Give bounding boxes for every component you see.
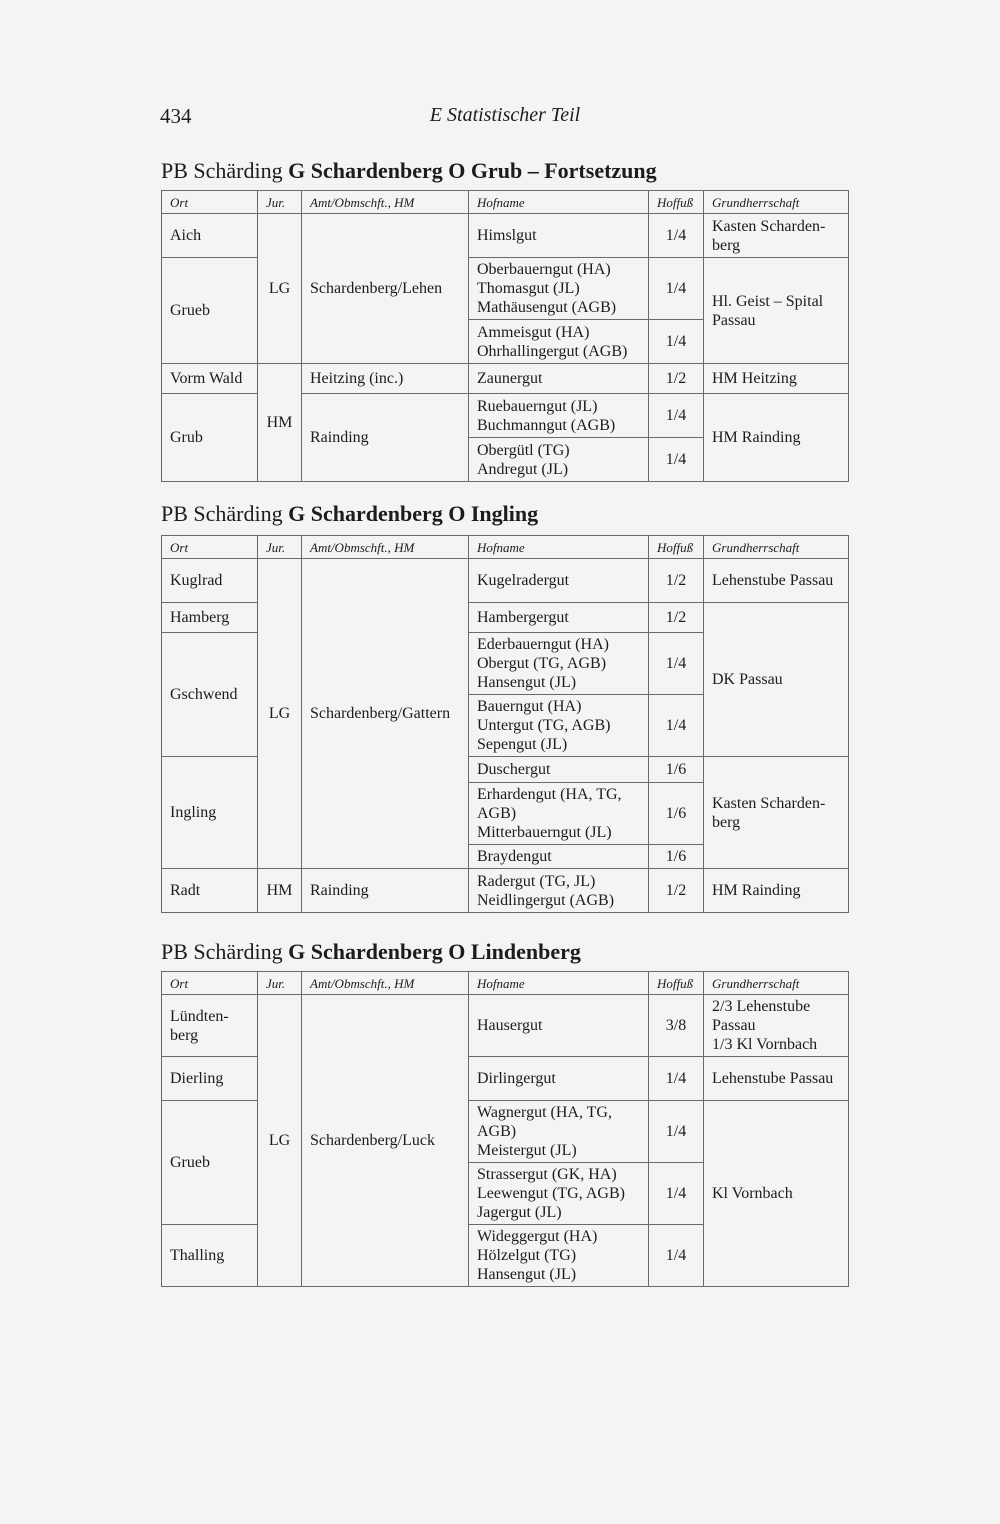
table-row: Dierling Dirlingergut 1/4 Lehenstube Passau: [162, 1057, 849, 1101]
table-lindenberg: [161, 971, 849, 1287]
section-title-lindenberg: PB Schärding G Schardenberg O Lindenberg: [161, 939, 581, 964]
table-row: Gschwend Ederbauerngut (HA) Obergut (TG, AGB) Hansengut (JL) 1/4: [162, 633, 849, 695]
table-row: Vorm Wald HM Heitzing (inc.) Zaunergut 1/2 HM Heitzing: [162, 364, 849, 394]
table-header-row: Ort Jur. Amt/Obmschft., HM Hofname Hoffuß Grundherrschaft: [162, 191, 849, 214]
table-row: Obergütl (TG) Andregut (JL) 1/4: [162, 438, 849, 482]
table-header-row: Ort Jur. Amt/Obmschft., HM Hofname Hoffuß Grundherrschaft: [162, 972, 849, 995]
table-row: Grueb Oberbauerngut (HA) Thomasgut (JL) Mathäusengut (AGB) 1/4 Hl. Geist – Spital Passau: [162, 258, 849, 320]
table-row: Lündten-berg LG Schardenberg/Luck Hausergut 3/8 2/3 Lehenstube Passau 1/3 Kl Vornbach: [162, 995, 849, 1057]
table-row: Grub Rainding Ruebauerngut (JL) Buchmanngut (AGB) 1/4 HM Rainding: [162, 394, 849, 438]
table-row: Erhardengut (HA, TG, AGB) Mitterbauerngut (JL) 1/6: [162, 783, 849, 845]
page-number: 434: [160, 104, 192, 128]
table-header-row: Ort Jur. Amt/Obmschft., HM Hofname Hoffuß Grundherrschaft: [162, 536, 849, 559]
table-row: Braydengut 1/6: [162, 845, 849, 869]
table-row: Thalling Wideggergut (HA) Hölzelgut (TG) Hansengut (JL) 1/4: [162, 1225, 849, 1287]
table-row: Strassergut (GK, HA) Leewengut (TG, AGB) Jagergut (JL) 1/4: [162, 1163, 849, 1225]
section-title-ingling: PB Schärding G Schardenberg O Ingling: [161, 501, 539, 526]
running-title: E Statistischer Teil: [429, 104, 581, 126]
table-row: Grueb Wagnergut (HA, TG, AGB) Meistergut (JL) 1/4 Kl Vornbach: [162, 1101, 849, 1163]
table-row: Hamberg Hambergergut 1/2 DK Passau: [162, 603, 849, 633]
table-row: Ingling Duschergut 1/6 Kasten Scharden-berg: [162, 757, 849, 783]
table-ingling: [161, 535, 849, 913]
table-row: Bauerngut (HA) Untergut (TG, AGB) Sepengut (JL) 1/4: [162, 695, 849, 757]
section-title-grub: PB Schärding G Schardenberg O Grub – Fortsetzung: [161, 158, 657, 183]
table-row: Radt HM Rainding Radergut (TG, JL) Neidlingergut (AGB) 1/2 HM Rainding: [162, 869, 849, 913]
table-row: Aich LG Schardenberg/Lehen Himslgut 1/4 Kasten Scharden-berg: [162, 214, 849, 258]
table-row: Kuglrad LG Schardenberg/Gattern Kugelradergut 1/2 Lehenstube Passau: [162, 559, 849, 603]
table-grub: [161, 190, 849, 482]
table-row: Ammeisgut (HA) Ohrhallingergut (AGB) 1/4: [162, 320, 849, 364]
page-header: [160, 104, 850, 134]
